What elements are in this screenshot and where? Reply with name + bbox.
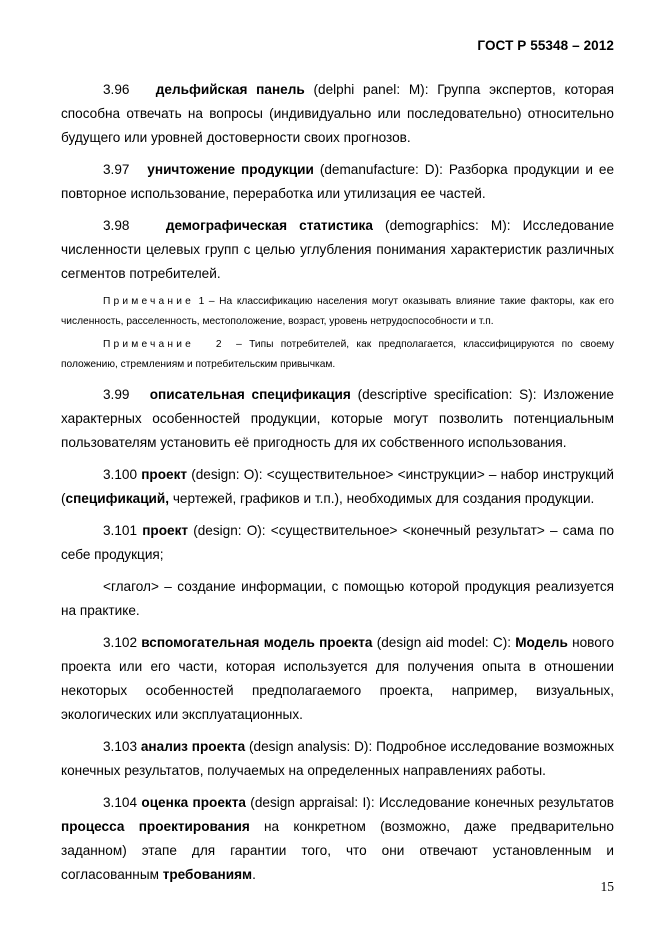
term-entry-3-104 [61,791,614,887]
entry-definition: Исследование численности целевых групп с целью углубления понимания характеристик различных сегментов потребителей. [61,218,615,281]
note-label: Примечание [103,339,194,350]
entry-term: вспомогательная модель проекта [141,635,373,650]
term-entry-3-101 [61,519,614,567]
term-entry-3-103 [61,735,614,783]
entry-tag: (design aid model: C): [376,635,512,650]
entry-number: 3.99 [103,387,130,402]
page-number: 15 [600,879,614,894]
entry-definition: Подробное исследование возможных конечных результатов, получаемых на определенных направлениях работы. [61,739,615,778]
entry-term: демографическая статистика [165,218,373,233]
entry-definition: Исследование конечных результатов [378,795,614,810]
entry-term: проект [141,467,188,482]
entry-definition-cont: нового проекта или его части, которая используется для получения опыта в отношении некоторых особенностей предполагаемого проекта, например, визуальных, экологических или эксплуатационных. [61,635,615,722]
entry-term: анализ проекта [140,739,246,754]
note-number: 1 [198,296,205,307]
note-label: Примечание [103,296,194,307]
entry-bold-term: требованиям [162,867,253,882]
entry-tag: (design: O): [193,523,266,538]
entry-number: 3.103 [103,739,138,754]
note-2 [61,335,614,375]
entry-number: 3.101 [103,523,138,538]
entry-definition-cont: чертежей, графиков и т.п.), необходимых для создания продукции. [169,491,595,506]
term-entry-3-100 [61,463,614,511]
note-1 [61,292,614,332]
entry-tag: (demanufacture: D): [319,162,443,177]
entry-term: проект [142,523,189,538]
entry-definition: Изложение характерных особенностей продукции, которые могут позволить потенциальным пользователям установить её пригодность для их собственного использования. [61,387,614,450]
term-entry-3-96 [61,78,614,150]
entry-tag: (demographics: M): [385,218,511,233]
term-entry-3-102 [61,631,614,727]
term-entry-3-97 [61,158,614,206]
term-entry-3-98 [61,214,614,286]
entry-number: 3.97 [103,162,130,177]
note-number: 2 [215,339,222,350]
entry-tag: (delphi panel: M): [313,82,429,97]
note-text: – Типы потребителей, как предполагается, классифицируются по своему положению, стремлениям и потребительским привычкам. [61,339,615,370]
term-entry-3-101-continuation [61,575,614,623]
entry-term: уничтожение продукции [147,162,314,177]
entry-definition: Разборка продукции и ее повторное использование, переработка или утилизация ее частей. [61,162,615,201]
entry-term: дельфийская панель [155,82,305,97]
entry-number: 3.102 [103,635,138,650]
entry-tag: (design: O): [191,467,263,482]
entry-number: 3.100 [103,467,138,482]
entry-term: оценка проекта [141,795,246,810]
entry-bold-term: процесса проектирования [61,819,250,834]
note-text: – На классификацию населения могут оказывать влияние такие факторы, как его численность, расселенность, местоположение, возраст, уровень нетрудоспособности и т.п. [61,296,614,327]
entry-definition-end: . [252,867,256,882]
entry-continuation: <глагол> – создание информации, с помощью которой продукция реализуется на практике. [61,579,614,618]
entry-definition-cont: на конкретном (возможно, даже предварительно заданном) этапе для гарантии того, что они отвечают установленным и согласованным [61,819,614,882]
entry-definition: Группа экспертов, которая способна отвечать на вопросы (индивидуально или последовательно) относительно будущего или уровней достоверности своих прогнозов. [61,82,614,145]
term-entry-3-99 [61,383,614,455]
document-header: ГОСТ Р 55348 – 2012 [477,38,614,53]
entry-tag: (design analysis: D): [249,739,373,754]
entry-definition: <существительное> <инструкции> – набор инструкций ( [61,467,614,506]
entry-tag: (design appraisal: I): [250,795,375,810]
entry-number: 3.104 [103,795,138,810]
entry-bold-term: Модель [515,635,568,650]
entry-definition: <существительное> <конечный результат> – сама по себе продукция; [61,523,615,562]
entry-term: описательная спецификация [149,387,351,402]
document-body [61,78,614,887]
entry-number: 3.98 [103,218,130,233]
entry-tag: (descriptive specification: S): [357,387,537,402]
entry-bold-term: спецификаций, [65,491,170,506]
entry-number: 3.96 [103,82,130,97]
